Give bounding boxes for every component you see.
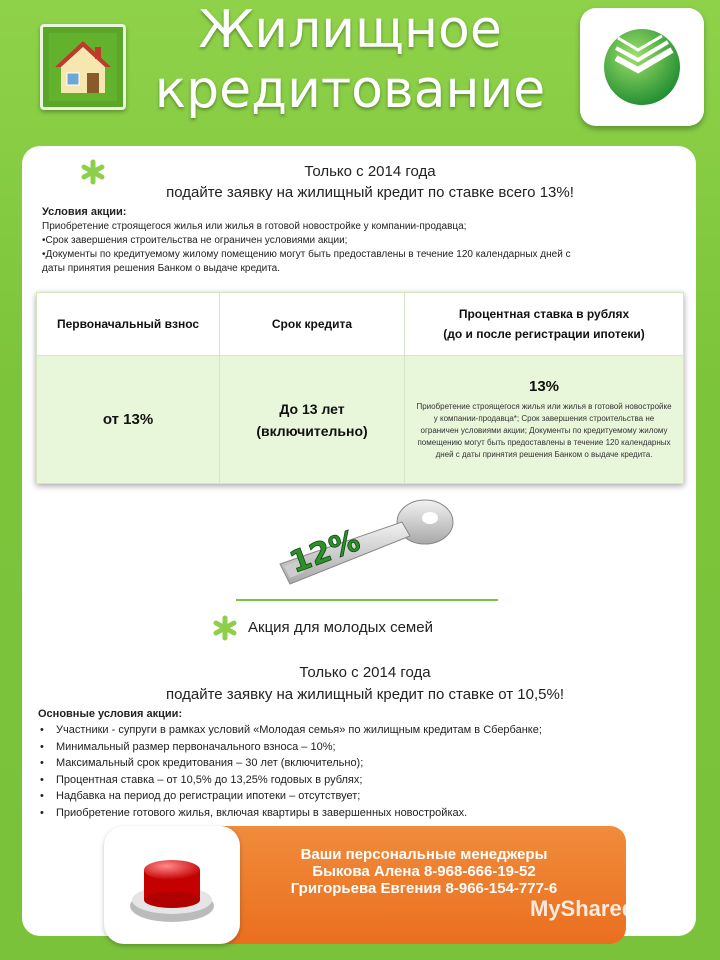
section2-line2: подайте заявку на жилищный кредит по ставке от 10,5%! — [165, 686, 565, 703]
star-icon — [80, 159, 106, 185]
header-down-payment: Первоначальный взнос — [37, 293, 220, 356]
section2-conditions — [38, 722, 678, 821]
term-value — [220, 356, 405, 484]
term-line2: (включительно) — [256, 422, 368, 439]
section2-title: Акция для молодых семей — [248, 619, 433, 636]
managers-title: Ваши персональные менеджеры — [300, 846, 548, 863]
managers-info — [222, 846, 626, 897]
star-icon — [212, 615, 238, 641]
section1-condition: •Документы по кредитуемому жилому помещению могут быть предоставлены в течение 120 календарных дней с — [42, 249, 571, 260]
section1-line1: Только с 2014 года — [304, 163, 436, 180]
section1-conditions-title: Условия акции: — [42, 206, 127, 218]
page-title — [140, 0, 560, 120]
section1-conditions — [42, 205, 692, 276]
title-line-1: Жилищное — [198, 0, 502, 60]
red-button-icon — [104, 826, 240, 944]
rates-table — [36, 292, 684, 484]
list-item: • Процентная ставка – от 10,5% до 13,25% годовых в рублях; — [38, 772, 678, 789]
rate-value: 13% — [528, 378, 560, 395]
rate-note: Приобретение строящегося жилья или жилья в готовой новостройке у компании-продавца*; Срок завершения строительства не ограничен условиями акции; Документы по кредитуемому жилому помещению могут быть предоставлены в течение 120 календарных дней с даты принятия решения Банком о выдаче кредита. — [416, 402, 672, 459]
section2-conditions-title: Основные условия акции: — [38, 708, 183, 720]
section2-line1: Только с 2014 года — [299, 664, 431, 681]
title-line-2: кредитование — [154, 60, 546, 120]
list-item: • Минимальный размер первоначального взноса – 10%; — [38, 739, 678, 756]
sberbank-logo — [580, 8, 704, 126]
list-item: • Максимальный срок кредитования – 30 лет (включительно); — [38, 755, 678, 772]
list-item: • Приобретение готового жилья, включая квартиры в завершенных новостройках. — [38, 805, 678, 822]
section1-line2: подайте заявку на жилищный кредит по ставке всего 13%! — [166, 184, 574, 201]
header-rate — [405, 293, 684, 356]
manager-1: Быкова Алена 8-968-666-19-52 — [312, 863, 536, 880]
header-term: Срок кредита — [220, 293, 405, 356]
section1-condition: •Срок завершения строительства не ограничен условиями акции; — [42, 235, 348, 246]
section1-condition: даты принятия решения Банком о выдаче кредита. — [42, 263, 281, 274]
key-label: 12% — [285, 523, 365, 581]
header-rate-line1: Процентная ставка в рублях — [458, 307, 630, 321]
list-item: • Участники - супруги в рамках условий «Молодая семья» по жилищным кредитам в Сбербанке; — [38, 722, 678, 739]
key-icon — [260, 494, 460, 594]
button-box — [104, 826, 240, 944]
list-item: • Надбавка на период до регистрации ипотеки – отсутствует; — [38, 788, 678, 805]
house-icon — [40, 24, 126, 110]
section-divider — [236, 599, 498, 601]
header-rate-line2: (до и после регистрации ипотеки) — [443, 327, 645, 341]
down-payment-value: от 13% — [37, 356, 220, 484]
term-line1: До 13 лет — [279, 400, 345, 417]
manager-2: Григорьева Евгения 8-966-154-777-6 — [290, 880, 558, 897]
rate-cell — [405, 356, 684, 484]
watermark: MyShared — [530, 896, 636, 921]
section1-condition: Приобретение строящегося жилья или жилья в готовой новостройке у компании-продавца; — [42, 221, 467, 232]
